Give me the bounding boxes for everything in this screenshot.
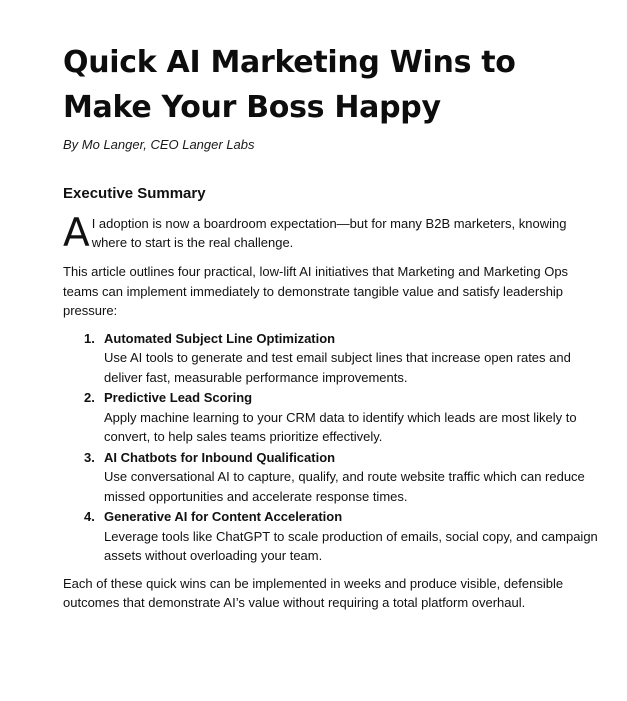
- intro-paragraph: This article outlines four practical, low-lift AI initiatives that Marketing and Marketing Ops teams can implement immediately to demonstrate tangible value and satisfy leadership pressure:: [63, 264, 569, 318]
- lead-paragraph: [63, 211, 603, 256]
- list-item-description: Leverage tools like ChatGPT to scale production of emails, social copy, and campaign assets without overloading your team.: [104, 528, 598, 563]
- list-item-number: 2.: [84, 390, 95, 405]
- quick-wins-list: [63, 329, 603, 566]
- list-item-title: Generative AI for Content Acceleration: [104, 509, 343, 524]
- list-item-title: Predictive Lead Scoring: [104, 390, 253, 405]
- list-item-title: Automated Subject Line Optimization: [104, 330, 336, 346]
- list-item-number: 1.: [84, 330, 95, 346]
- list-item: [84, 448, 603, 507]
- lead-text: I adoption is now a boardroom expectation—but for many B2B marketers, knowing where to start is the real challenge.: [91, 216, 567, 250]
- article: [63, 40, 603, 613]
- list-item: [84, 329, 603, 388]
- closing-paragraph: Each of these quick wins can be implemented in weeks and produce visible, defensible outcomes that demonstrate AI’s value without requiring a total platform overhaul.: [63, 575, 564, 610]
- list-item-number: 4.: [84, 509, 95, 524]
- list-item-number: 3.: [84, 449, 95, 465]
- list-item-description: Apply machine learning to your CRM data to identify which leads are most likely to convert, to help sales teams prioritize effectively.: [104, 409, 577, 444]
- article-title: Quick AI Marketing Wins to Make Your Boss Happy: [63, 45, 516, 125]
- executive-summary-heading: Executive Summary: [63, 185, 206, 202]
- list-item-title: AI Chatbots for Inbound Qualification: [104, 449, 336, 465]
- list-item: [84, 507, 603, 566]
- list-item-description: Use conversational AI to capture, qualify, and route website traffic which can reduce missed opportunities and accelerate response times.: [104, 469, 585, 504]
- drop-cap: A: [63, 211, 90, 256]
- list-item: [84, 388, 603, 447]
- article-byline: By Mo Langer, CEO Langer Labs: [63, 137, 255, 152]
- list-item-description: Use AI tools to generate and test email subject lines that increase open rates and deliver fast, measurable performance improvements.: [104, 350, 571, 385]
